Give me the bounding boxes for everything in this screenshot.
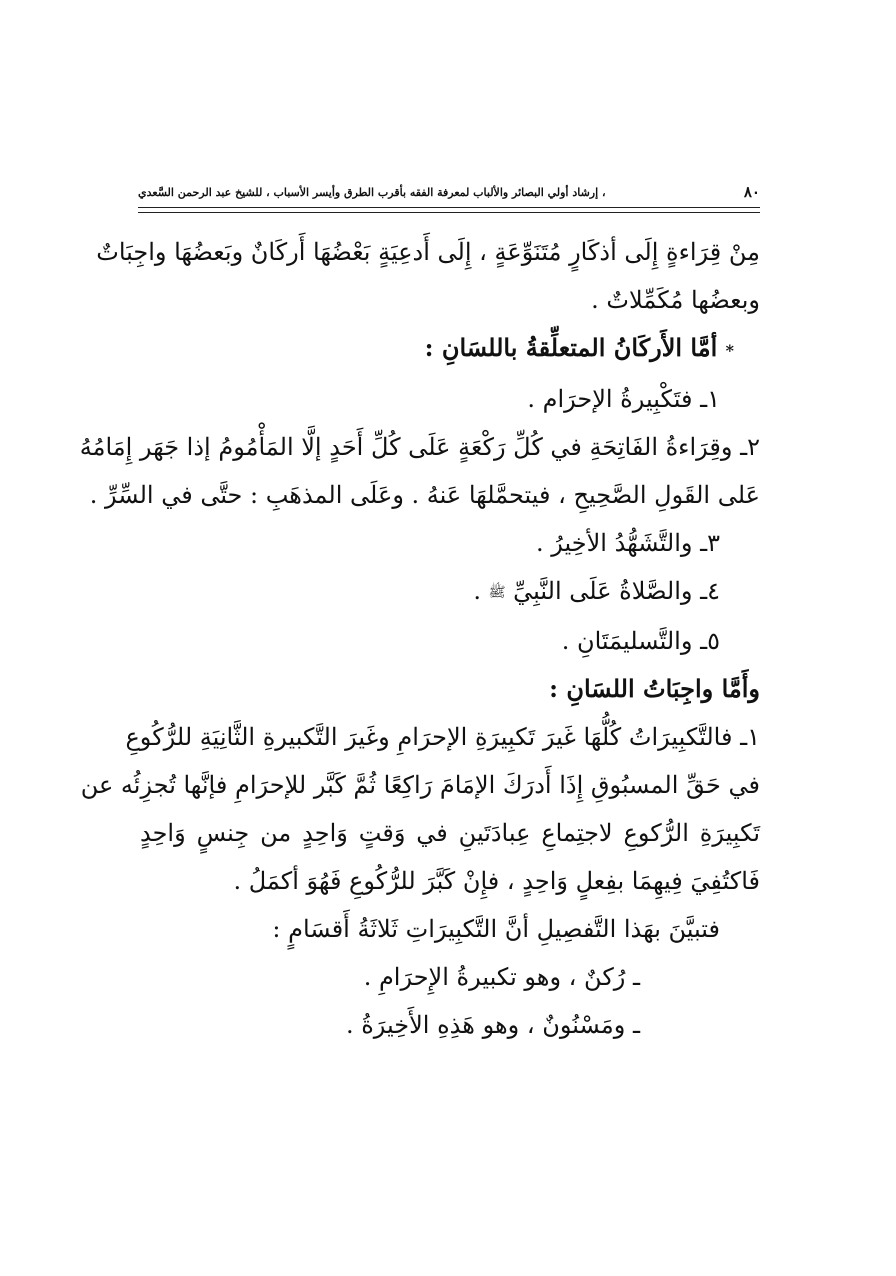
heading-marker: * xyxy=(725,341,734,360)
arkan-item-4-end: . xyxy=(473,577,481,605)
wajibat-para-line-2: في حَقِّ المسبُوقِ إِذَا أَدرَكَ الإمَامَ رَاكِعًا ثُمَّ كَبَّر للإحرَامِ فإنَّها تُجزِئُه عن xyxy=(80,770,760,799)
wajibat-para-line-1: ١ـ فالتَّكبِيرَاتُ كُلُّهَا غَيرَ تَكبِيرَةِ الإحرَامِ وغَيرَ التَّكبيرةِ الثَّانِيَةِ للرُّكُوعِ xyxy=(125,722,760,751)
pbuh-ligature: ﷺ xyxy=(488,584,506,601)
header-rule xyxy=(138,207,760,213)
wajibat-summary: فتبيَّنَ بهَذا التَّفصِيلِ أنَّ التَّكبِيرَاتِ ثَلاثَةُ أَقسَامٍ : xyxy=(272,914,720,943)
arkan-item-1: ١ـ فتَكْبِيرةُ الإحرَام . xyxy=(527,385,720,413)
wajibat-para-line-3: تَكبِيرَةِ الرُّكوعِ لاجتِماعِ عِبادَتَينِ في وَقتٍ وَاحِدٍ من جِنسٍ وَاحِدٍ xyxy=(140,818,761,847)
running-title: ، إرشاد أولي البصائر والألباب لمعرفة الفقه بأقرب الطرق وأيسر الأسباب ، للشيخ عبد الرحمن السَّعدي xyxy=(138,185,606,199)
intro-line-2: وبعضُها مُكَمِّلاتٌ . xyxy=(591,286,760,314)
wajibat-sub-2: ـ ومَسْنُونٌ ، وهو هَذِهِ الأَخِيرَةُ . xyxy=(345,1010,640,1039)
wajibat-para-line-4: فَاكتُفِيَ فِيهِمَا بفِعلٍ وَاحِدٍ ، فإِنْ كَبَّرَ للرُّكُوعِ فَهُوَ أكمَلُ . xyxy=(233,866,760,895)
arkan-item-2-line-1: ٢ـ وقِرَاءةُ الفَاتِحَةِ في كُلِّ رَكْعَةٍ عَلَى كُلِّ أَحَدٍ إلَّا المَأْمُومُ إذا جَهَر إِمَامُهُ xyxy=(79,433,760,461)
arkan-heading-text: أمَّا الأَركَانُ المتعلِّقةُ باللسَانِ : xyxy=(424,333,718,362)
body-text xyxy=(79,228,761,1049)
arkan-item-4-text: ٤ـ والصَّلاةُ عَلَى النَّبِيِّ xyxy=(513,577,720,605)
arkan-item-4 xyxy=(140,567,760,617)
arkan-item-5: ٥ـ والتَّسليمَتَانِ . xyxy=(561,626,720,655)
wajibat-heading: وأَمَّا واجِبَاتُ اللسَانِ : xyxy=(549,673,760,703)
wajibat-sub-1: ـ رُكنٌ ، وهو تكبيرةُ الإِحرَامِ . xyxy=(363,962,640,991)
running-header xyxy=(138,180,760,204)
arkan-heading xyxy=(140,324,760,375)
page-number: ٨٠ xyxy=(743,183,760,201)
intro-line-1: مِنْ قِرَاءةٍ إِلَى أذكَارٍ مُتَنَوِّعَةٍ ، إِلَى أَدعِيَةٍ بَعْضُهَا أَركَانٌ وبَعضُهَا واجِبَاتٌ xyxy=(96,238,760,266)
arkan-item-2-line-2: عَلى القَولِ الصَّحِيحِ ، فيتحمَّلهَا عَنهُ . وعَلَى المذهَبِ : حتَّى في السِّرِّ . xyxy=(89,481,760,509)
arkan-item-3: ٣ـ والتَّشَهُّدُ الأخِيرُ . xyxy=(536,529,720,557)
